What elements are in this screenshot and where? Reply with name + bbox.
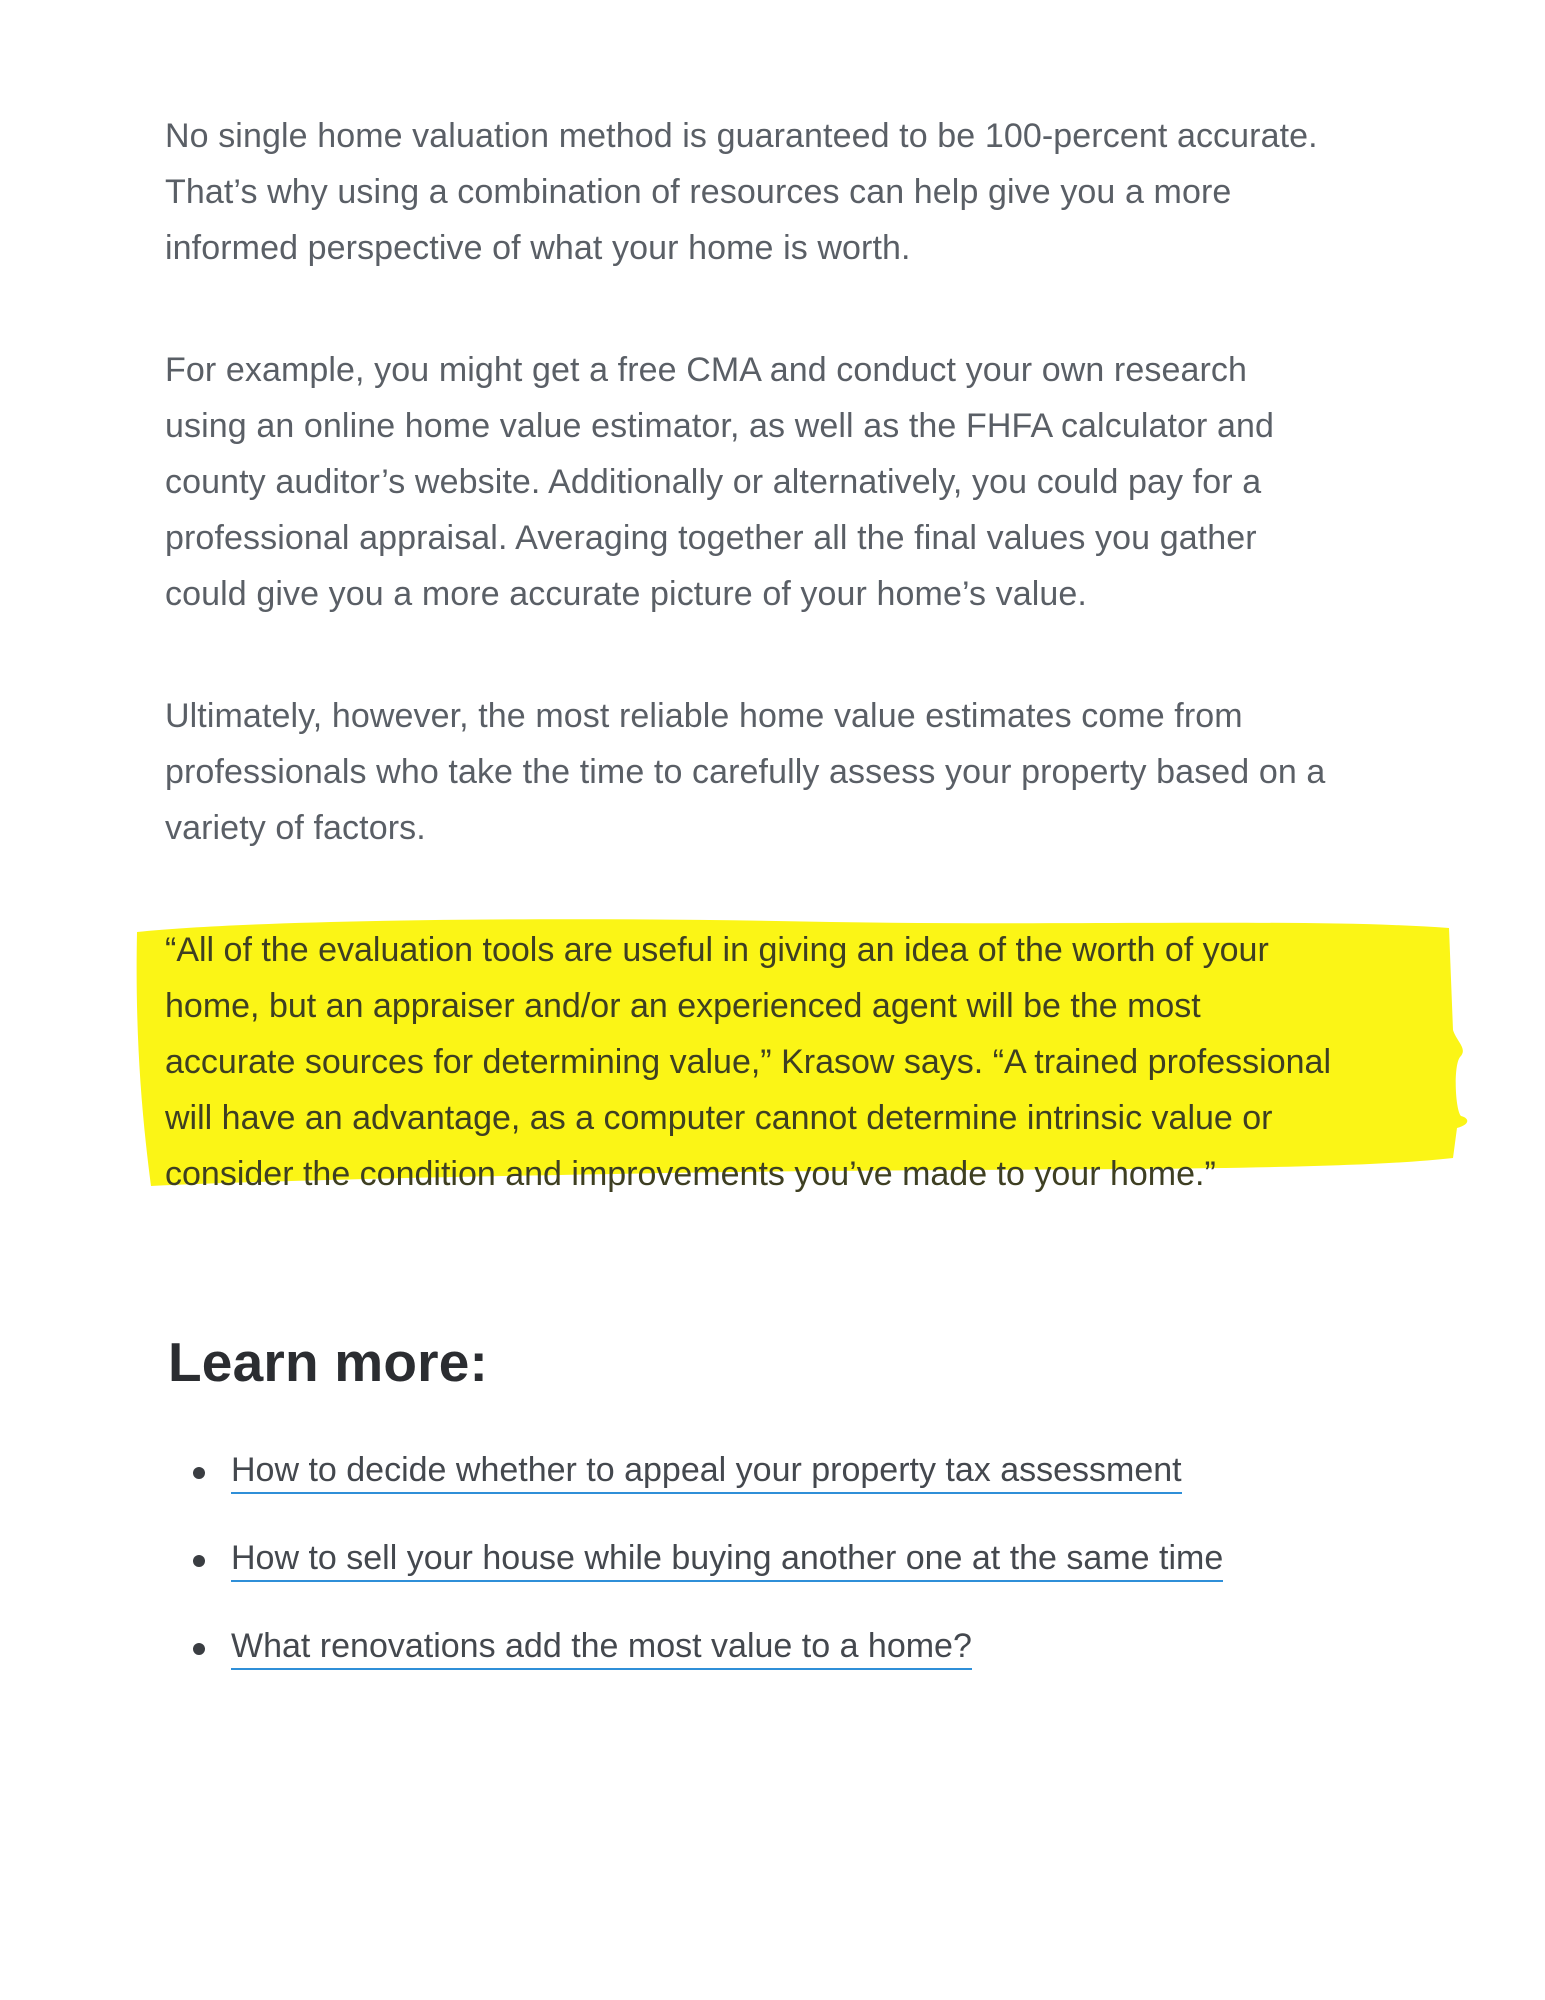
article-body <box>165 108 1425 1712</box>
list-item <box>165 1624 1425 1712</box>
paragraph-reliable-estimates: Ultimately, however, the most reliable home value estimates come from professionals who take the time to carefully assess your property based on a variety of factors. <box>165 697 1326 847</box>
list-item <box>165 1536 1425 1624</box>
list-item <box>165 1448 1425 1536</box>
paragraph-example-resources: For example, you might get a free CMA and conduct your own research using an online home value estimator, as well as the FHFA calculator and county auditor’s website. Additionally or alternatively, you could pay for a professional appraisal. Averaging together all the final values you gather could give you a more accurate picture of your home’s value. <box>165 351 1275 613</box>
bullet-icon <box>193 1555 205 1567</box>
highlighted-quote-block <box>165 922 1425 1202</box>
learn-more-heading: Learn more: <box>168 1331 489 1393</box>
krasow-quote: “All of the evaluation tools are useful in giving an idea of the worth of your home, but an appraiser and/or an experienced agent will be the most accurate sources for determining value,” Krasow says. “A trained professional will have an advantage, as a computer cannot determine intrinsic value or consider the condition and improvements you’ve made to your home.” <box>165 931 1331 1193</box>
learn-more-list <box>165 1448 1425 1712</box>
link-sell-while-buying[interactable]: How to sell your house while buying another one at the same time <box>231 1539 1223 1582</box>
link-appeal-property-tax[interactable]: How to decide whether to appeal your property tax assessment <box>231 1451 1182 1494</box>
bullet-icon <box>193 1643 205 1655</box>
bullet-icon <box>193 1467 205 1479</box>
link-renovations-value[interactable]: What renovations add the most value to a home? <box>231 1627 972 1670</box>
paragraph-valuation-accuracy: No single home valuation method is guaranteed to be 100-percent accurate. That’s why using a combination of resources can help give you a more informed perspective of what your home is worth. <box>165 117 1318 267</box>
